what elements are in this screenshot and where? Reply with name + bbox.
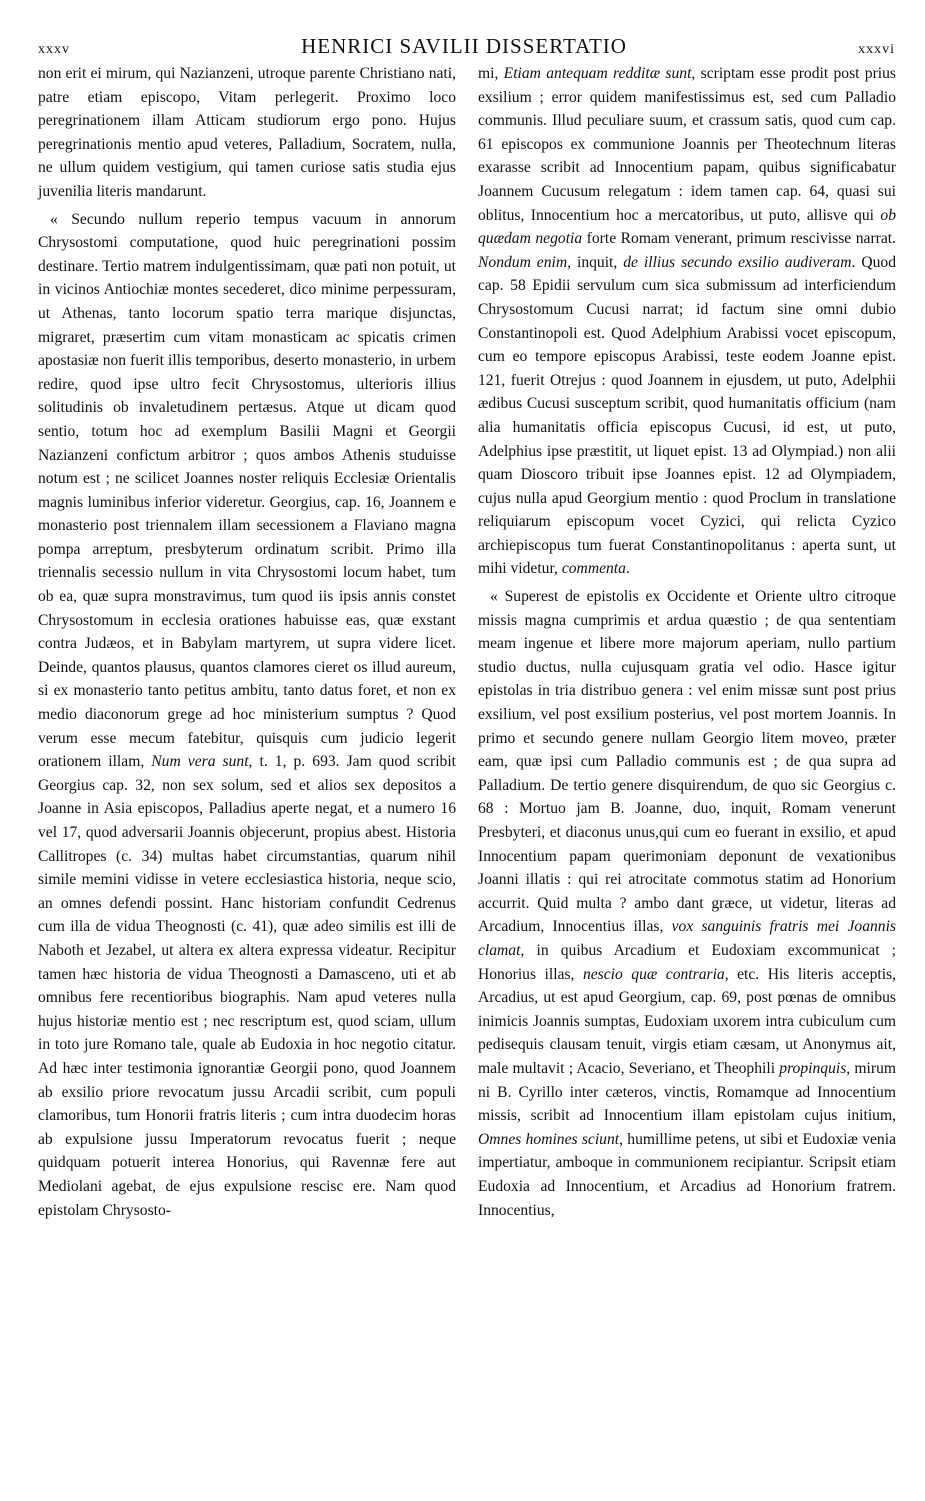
italic-text-run: Num vera sunt (151, 753, 249, 771)
paragraph (38, 208, 456, 1223)
text-run: « Superest de epistolis ex Occidente et Oriente ultro citroque missis magna cumprimis et ardua quæstio ; de qua sententiam meam ingenue et libere more majorum aperiam, nullo partium studio ductus, nulla cujusquam gratia vel odio. Hasce igitur epistolas in tria distribuo genera : vel enim missæ sunt post prius exsilium, vel post exsilium posterius, vel post mortem Joannis. In primo et secundo genere nullam Georgio litem moveo, præter eam, quæ ipsi cum Palladio communis est ; de qua supra ad Palladium. De tertio genere disquirendum, de quo sic Georgius c. 68 : Mortuo jam B. Joanne, duo, inquit, Romam venerunt Presbyteri, et diaconus unus,qui cum eo fuerant in exsilio, et apud Innocentium papam querimoniam deponunt de vexationibus Joanni illatis : qui rei atrocitate commotus statim ad Honorium accurrit. Quid multa ? ambo dant græce, ut videtur, literas ad Arcadium, Innocentius illas, (478, 588, 896, 936)
italic-text-run: Etiam antequam redditæ sunt (503, 65, 692, 82)
text-run: , scriptam esse prodit post prius exsilium ; error quidem manifestissimus est, sed cum Palladio communis. Illud peculiare suum, et crassum satis, quod cum cap. 61 episcopos ex communione Joannis per Theotechnum literas exarasse scribit ad Innocentium papam, quibus significabatur Joannem Cucusum relegatum : idem tamen cap. 64, quasi sui oblitus, Innocentium hoc a mercatoribus, ut puto, allisve qui (478, 65, 896, 224)
text-run: mi, (478, 65, 504, 82)
italic-text-run: propinquis (779, 1059, 847, 1077)
running-title: HENRICI SAVILII DISSERTATIO (301, 34, 627, 58)
text-run: , mirum ni B. Cyrillo inter cæteros, vinctis, Romamque ad Innocentium missis, scribit ad Innocentium illam epistolam cujus initium, (478, 1059, 896, 1125)
text-run: forte Romam venerant, primum rescivisse narrat. (582, 230, 896, 248)
italic-text-run: commenta (561, 560, 626, 578)
text-run: , humillime petens, ut sibi et Eudoxiæ venia impertiatur, amboque in communionem recipiantur. Scripsit etiam Eudoxia ad Innocentium, et Arcadius ad Honorium fratrem. Innocentius, (478, 1130, 896, 1219)
page-number-right: xxxvi (858, 42, 895, 57)
page-number-left: xxxv (38, 42, 70, 57)
italic-text-run: nescio quæ contraria (582, 965, 725, 983)
text-run: , inquit, (567, 253, 624, 271)
text-run: « Secundo nullum reperio tempus vacuum in annorum Chrysostomi computatione, quod huic peregrinationi possim destinare. Tertio matrem indulgentissimam, quæ pati non potuit, ut in vicinos Antiochiæ montes secederet, dico minime perpessuram, ut Athenas, tanto locorum spatio terra marique disjunctas, migraret, præsertim cum vitam monasticam ac spicatis crimen apostasiæ non fuerit illis temporibus, deserto monasterio, in urbem redire, quod ipse ultro fecit Chrysostomus, ulterioris illius solitudinis ob invaletudinem pertæsus. Atque ut dicam quod sentio, totum hoc ad exemplum Basilii Magni et Georgii Nazianzeni confictum arbitror ; quos ambos Athenis studuisse notum est ; ne scilicet Joannes noster reliquis Ecclesiæ Orientalis magnis luminibus inferior videretur. Georgius, cap. 16, Joannem e monasterio post triennalem illam secessionem a Flaviano magna pompa arreptum, presbyterum ordinatum scribit. Primo illa triennalis secessio nullum in vita Chrysostomi locum habet, tum ob ea, quæ supra monstravimus, tum quod iis ipsis annis constet Chrysostomum in ecclesia orationes habuisse eas, quæ exstant contra Judæos, et in Babylam martyrem, ut supra videre licet. Deinde, quantos plausus, quantos clamores cieret os illud aureum, si ex monasterio tanto petitus ambitu, tanto datus foret, et non ex medio diaconorum grege ad hoc ministerium sumptus ? Quod verum esse mecum fatebitur, quisquis cum judicio legerit orationem illam, (38, 210, 456, 771)
left-column (38, 62, 456, 1226)
italic-text-run: Nondum enim (478, 253, 568, 271)
italic-text-run: vox sanguinis fratris mei Joannis clamat (478, 918, 897, 959)
italic-text-run: de illius secundo exsilio audiveram (623, 253, 852, 271)
text-run: . (625, 560, 630, 578)
paragraph (478, 62, 896, 581)
paragraph (38, 62, 456, 204)
italic-text-run: Omnes homines sciunt (478, 1130, 620, 1148)
text-run: . Quod cap. 58 Epidii servulum cum sica submissum ad interficiendum Chrysostomum Cucusi narrat; id factum sine omni dubio Constantinopoli est. Quod Adelphium Arabissi vocet episcopum, cum eo tempore episcopus Arabissi, teste eodem Joanne epist. 121, fuerit Otrejus : quod Joannem in ejusdem, ut puto, Adelphii ædibus Cucusi susceptum scribit, quod humanitatis officium (nam alia humanitatis officia episcopus Cucusi, id est, ut puto, Adelphius ipse præstitit, ut liquet epist. 13 ad Olympiad.) non alii quam Dioscoro tribuit ipse Joannes epist. 12 ad Olympiadem, cujus nulla apud Georgium mentio : quod Proclum in translatione reliquiarum episcopum vocet Cyzici, qui relicta Cyzico archiepiscopus tum fuerat Constantinopolitanus : aperta sunt, ut mihi videtur, (478, 253, 896, 578)
paragraph (478, 585, 896, 1222)
text-run: non erit ei mirum, qui Nazianzeni, utroque parente Christiano nati, patre etiam episcopo, Vitam perlegerit. Proximo loco peregrinationem illam Atticam studiorum ergo pono. Hujus peregrinationis mentio apud veteres, Palladium, Socratem, nulla, ne ullum quidem vestigium, qui tamen curiose satis studia ejus juvenilia literis mandarunt. (38, 65, 456, 200)
running-header (38, 34, 895, 60)
text-run: , in quibus Arcadium et Eudoxiam excommunicat ; Honorius illas, (478, 941, 896, 983)
text-run: , t. 1, p. 693. Jam quod scribit Georgius cap. 32, non sex solum, sed et alios sex depositos a Joanne in Asia episcopos, Palladius aperte negat, et a numero 16 vel 17, quod adversarii Joannis objecerunt, propius abest. Historia Callitropes (c. 34) multas habet circumstantias, quarum nihil simile memini vidisse in vetere ecclesiastica historia, neque scio, an omnes defendi possint. Hanc historiam confundit Cedrenus cum illa de vidua Theognosti (c. 41), quæ adeo similis est illi de Naboth et Jezabel, ut altera ex altera expressa videatur. Recipitur tamen hæc historia de vidua Theognosti a Damasceno, uti et ab omnibus fere recentioribus biographis. Nam apud veteres nulla hujus historiæ mentio est ; nec rescriptum est, quod sciam, ullum in toto jure Romano tale, quale ab Eudoxia in hoc negotio citatur. Ad hæc inter testimonia ignorantiæ Georgii pono, quod Joannem ab exsilio priore revocatum jussu Arcadii scribit, cum populi clamoribus, tum Honorii fratris literis ; cum intra duodecim horas ab expulsione jussu Imperatorum revocatus fuerit ; neque quidquam potuerit interea Honorius, qui Ravennæ fere aut Mediolani agebat, de ejus expulsione rescisc ere. Nam quod epistolam Chrysosto- (38, 753, 456, 1219)
text-run: , etc. His literis acceptis, Arcadius, ut est apud Georgium, cap. 69, post pœnas de omnibus inimicis Joannis sumptas, Eudoxiam uxorem intra cubiculum cum pedisequis clausam tenuit, virgis etiam cæsam, ut Anonymus ait, male multavit ; Acacio, Severiano, et Theophili (478, 965, 897, 1077)
italic-text-run: ob quædam negotia (478, 206, 896, 248)
right-column (478, 62, 896, 1226)
